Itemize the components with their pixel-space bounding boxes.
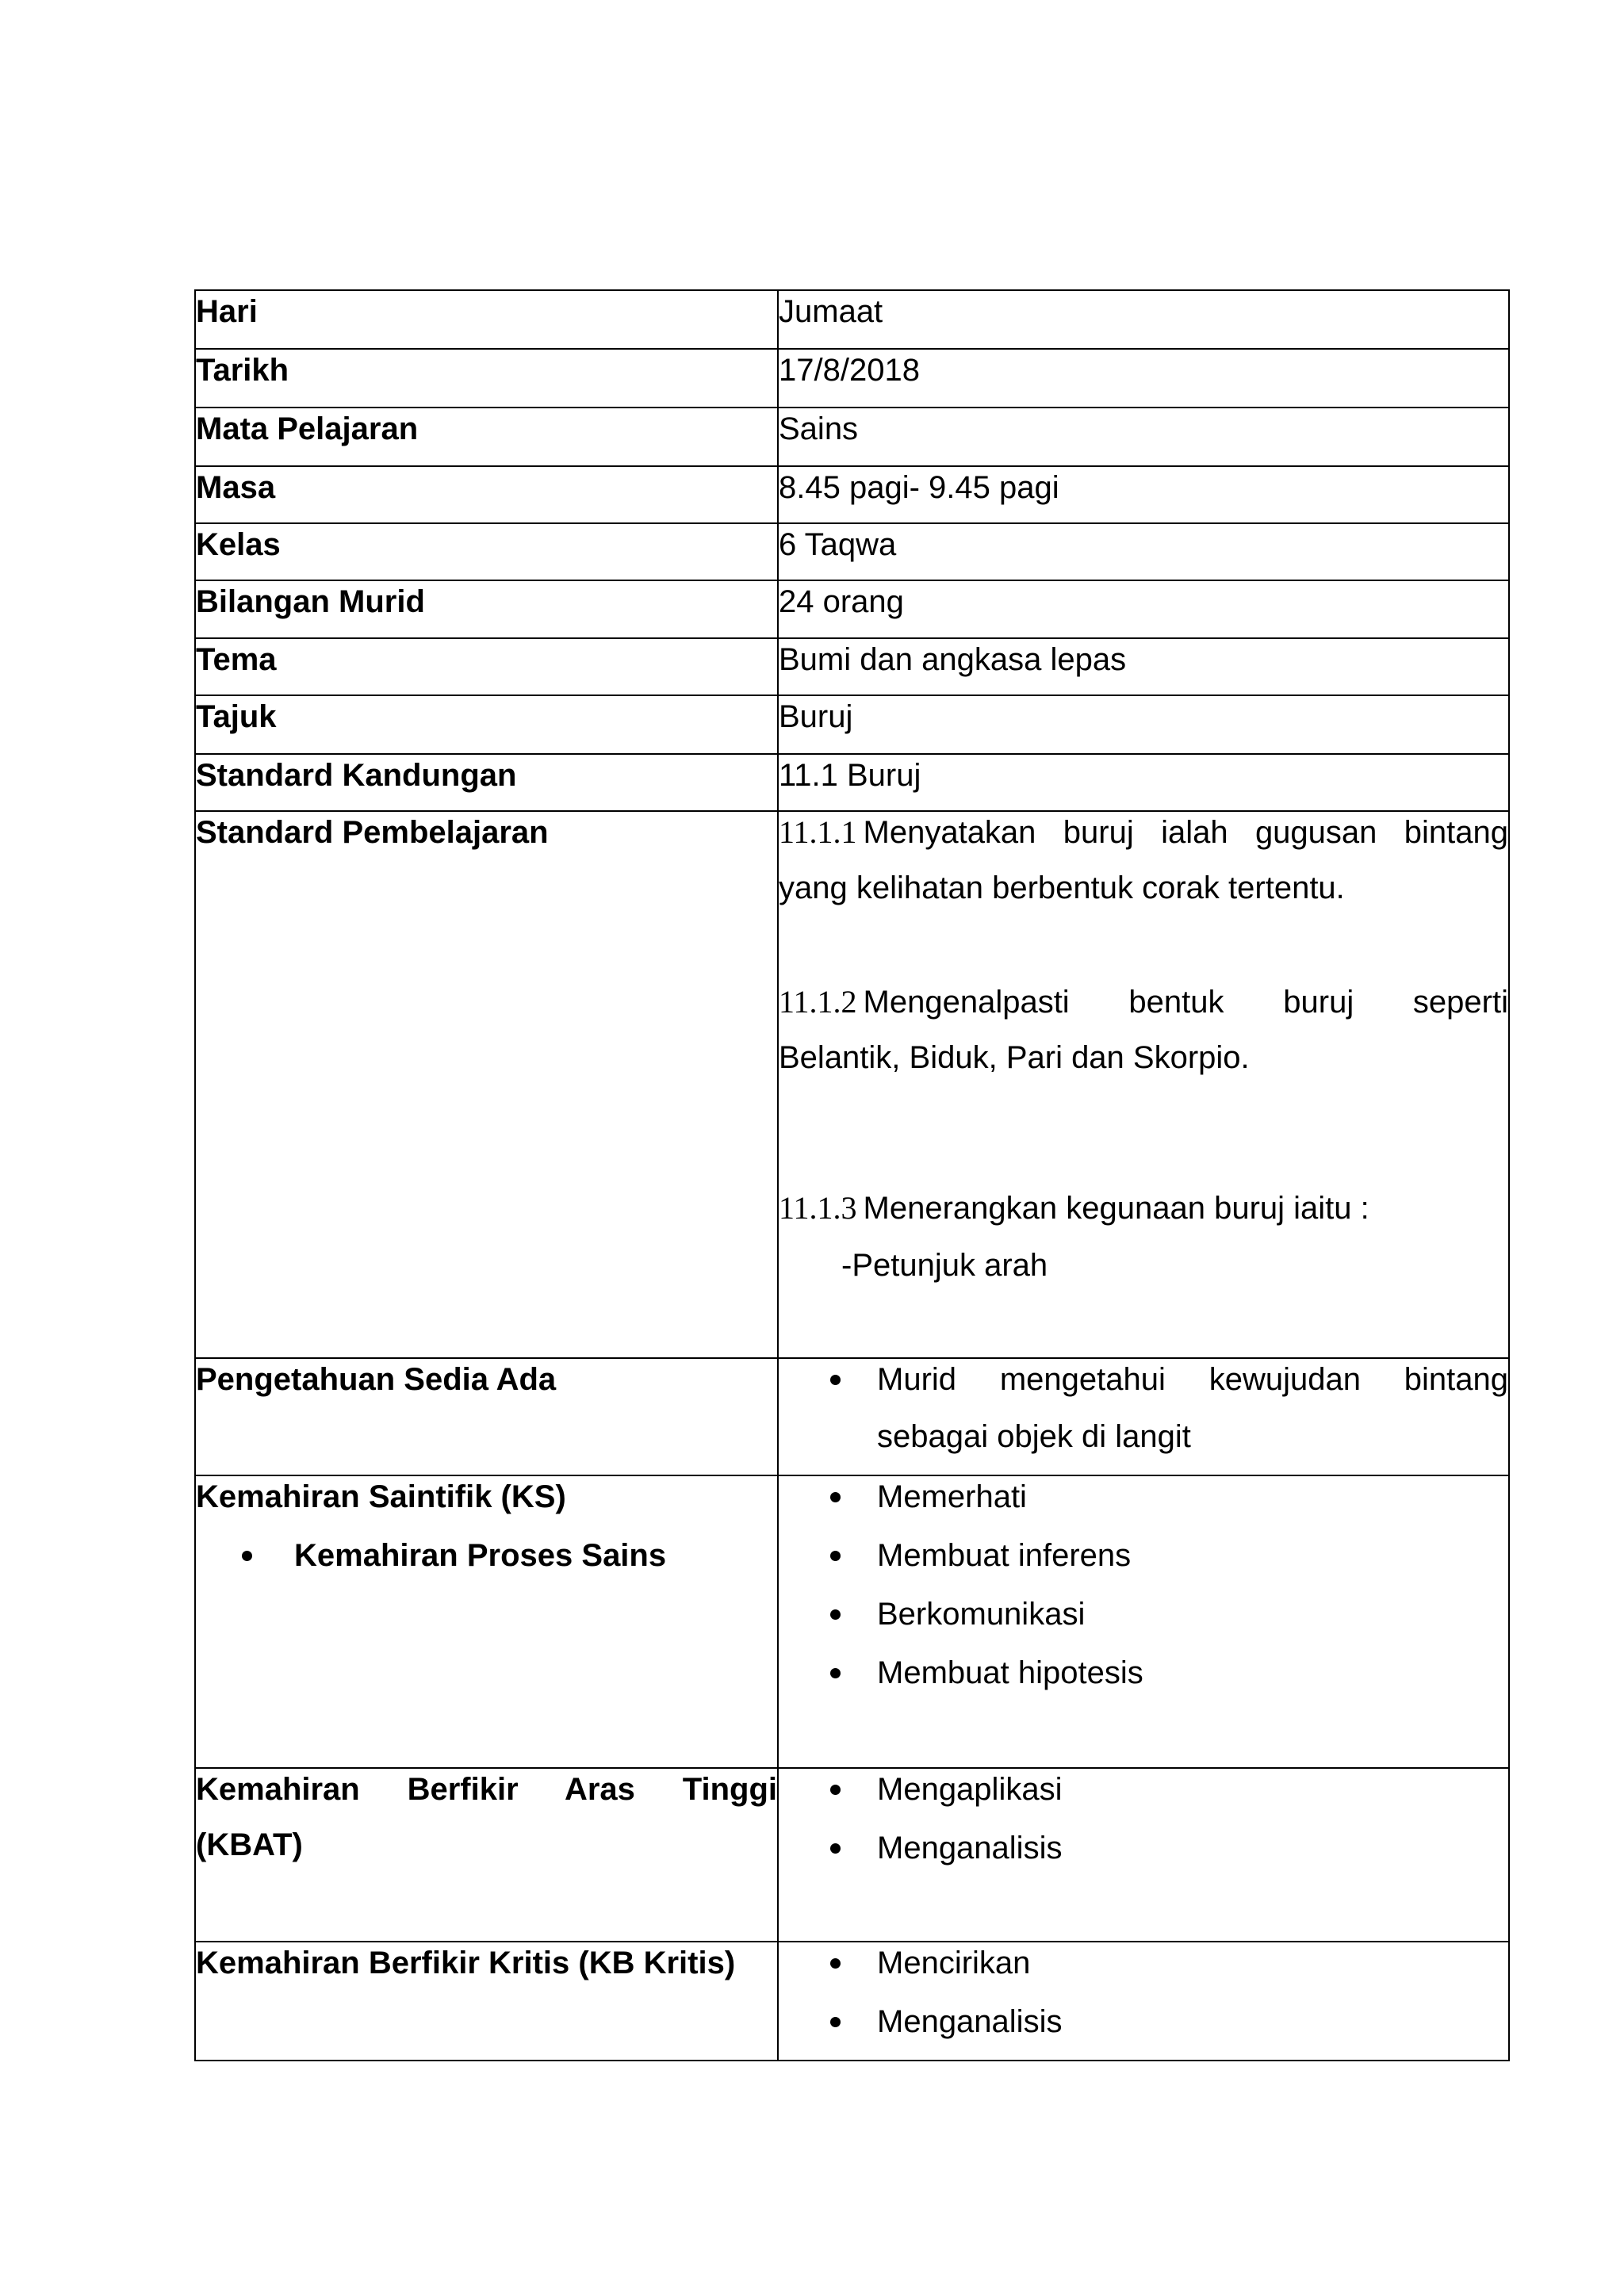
kbat-list (778, 1768, 1509, 1942)
row-value: Jumaat (778, 290, 1509, 349)
list-item-text: Kemahiran Proses Sains (294, 1538, 667, 1573)
row-label: Masa (195, 466, 778, 523)
list-item-text: Mengaplikasi (877, 1772, 1063, 1807)
table-row (195, 349, 1509, 408)
list-item (779, 1942, 1508, 1984)
row-label: (KBAT) (196, 1827, 303, 1862)
row-label: Tarikh (195, 349, 778, 408)
row-label: Standard Pembelajaran (195, 811, 778, 1358)
row-value: 6 Taqwa (778, 523, 1509, 580)
row-label: Pengetahuan Sedia Ada (195, 1358, 778, 1475)
row-value: Bumi dan angkasa lepas (778, 638, 1509, 695)
table-row (195, 466, 1509, 523)
list-item-text: Memerhati (877, 1479, 1027, 1514)
bullet-icon (830, 1609, 841, 1620)
learning-standard-number: 11.1.3 (779, 1190, 857, 1226)
row-value: 17/8/2018 (778, 349, 1509, 408)
table-row-pengetahuan (195, 1358, 1509, 1475)
learning-standard-text: Menerangkan kegunaan buruj iaitu : (863, 1191, 1369, 1226)
kemahiran-saintifik-list (778, 1475, 1509, 1768)
learning-standard-line (779, 1188, 1508, 1229)
table-row (195, 638, 1509, 695)
row-label: Kelas (195, 523, 778, 580)
bullet-icon (830, 1551, 841, 1561)
list-item (779, 1769, 1508, 1810)
learning-standard-line: yang kelihatan berbentuk corak tertentu. (779, 871, 1345, 905)
bullet-icon (830, 1843, 841, 1854)
bullet-icon (830, 1668, 841, 1678)
bullet-icon (830, 1785, 841, 1795)
kb-kritis-list (778, 1942, 1509, 2061)
list-item-text: Menganalisis (877, 1831, 1063, 1866)
lesson-plan-table (194, 289, 1510, 2061)
table-row-kbat (195, 1768, 1509, 1942)
list-item (779, 1827, 1508, 1869)
row-value: 11.1 Buruj (778, 754, 1509, 811)
row-label: Mata Pelajaran (195, 408, 778, 466)
row-label: Bilangan Murid (195, 580, 778, 638)
learning-standard-item (779, 1188, 1508, 1286)
table-row-standard-pembelajaran (195, 811, 1509, 1358)
learning-standard-line (779, 982, 1508, 1023)
pengetahuan-list (778, 1358, 1509, 1475)
row-value: 24 orang (778, 580, 1509, 638)
bullet-icon (830, 1375, 841, 1385)
bullet-icon (830, 1492, 841, 1502)
list-item (779, 2001, 1508, 2042)
list-item (196, 1535, 777, 1576)
learning-standard-number: 11.1.1 (779, 814, 857, 850)
row-label-cell (195, 1768, 778, 1942)
list-item-text: Membuat hipotesis (877, 1655, 1143, 1690)
row-value: Sains (778, 408, 1509, 466)
row-value: 8.45 pagi- 9.45 pagi (778, 466, 1509, 523)
list-item (779, 1535, 1508, 1576)
learning-standard-number: 11.1.2 (779, 984, 857, 1020)
learning-standard-text: Mengenalpasti bentuk buruj seperti (863, 985, 1508, 1020)
row-label: Tajuk (195, 695, 778, 754)
table-row-kb-kritis (195, 1942, 1509, 2061)
list-item-text: Mencirikan (877, 1946, 1031, 1980)
learning-standard-item (779, 812, 1508, 909)
table-row-kemahiran-saintifik (195, 1475, 1509, 1768)
table-row (195, 580, 1509, 638)
standard-pembelajaran-list (778, 811, 1509, 1358)
row-label: Hari (195, 290, 778, 349)
list-item (779, 1652, 1508, 1693)
table-row (195, 290, 1509, 349)
list-item (779, 1476, 1508, 1517)
bullet-icon (830, 1958, 841, 1969)
table-row (195, 754, 1509, 811)
learning-standard-item (779, 982, 1508, 1078)
bullet-icon (830, 2017, 841, 2027)
row-label: Kemahiran Saintifik (KS) (196, 1479, 566, 1514)
row-value: Buruj (778, 695, 1509, 754)
list-item-line: sebagai objek di langit (877, 1419, 1191, 1454)
list-item-text: Menganalisis (877, 2004, 1063, 2039)
row-label: Standard Kandungan (195, 754, 778, 811)
row-label: Kemahiran Berfikir Aras Tinggi (196, 1772, 777, 1807)
list-item (779, 1594, 1508, 1635)
learning-standard-line: Belantik, Biduk, Pari dan Skorpio. (779, 1040, 1250, 1075)
list-item-text: Berkomunikasi (877, 1597, 1086, 1632)
list-item-text: Membuat inferens (877, 1538, 1132, 1573)
row-label: Tema (195, 638, 778, 695)
list-item (779, 1359, 1508, 1457)
bullet-icon (242, 1551, 252, 1561)
learning-standard-subline: -Petunjuk arah (841, 1248, 1048, 1283)
table-row (195, 523, 1509, 580)
learning-standard-line (779, 812, 1508, 853)
row-label: Kemahiran Berfikir Kritis (KB Kritis) (195, 1942, 778, 2061)
row-label-cell (195, 1475, 778, 1768)
table-row (195, 408, 1509, 466)
table-row (195, 695, 1509, 754)
list-item-line: Murid mengetahui kewujudan bintang (877, 1362, 1508, 1397)
learning-standard-text: Menyatakan buruj ialah gugusan bintang (863, 815, 1508, 850)
